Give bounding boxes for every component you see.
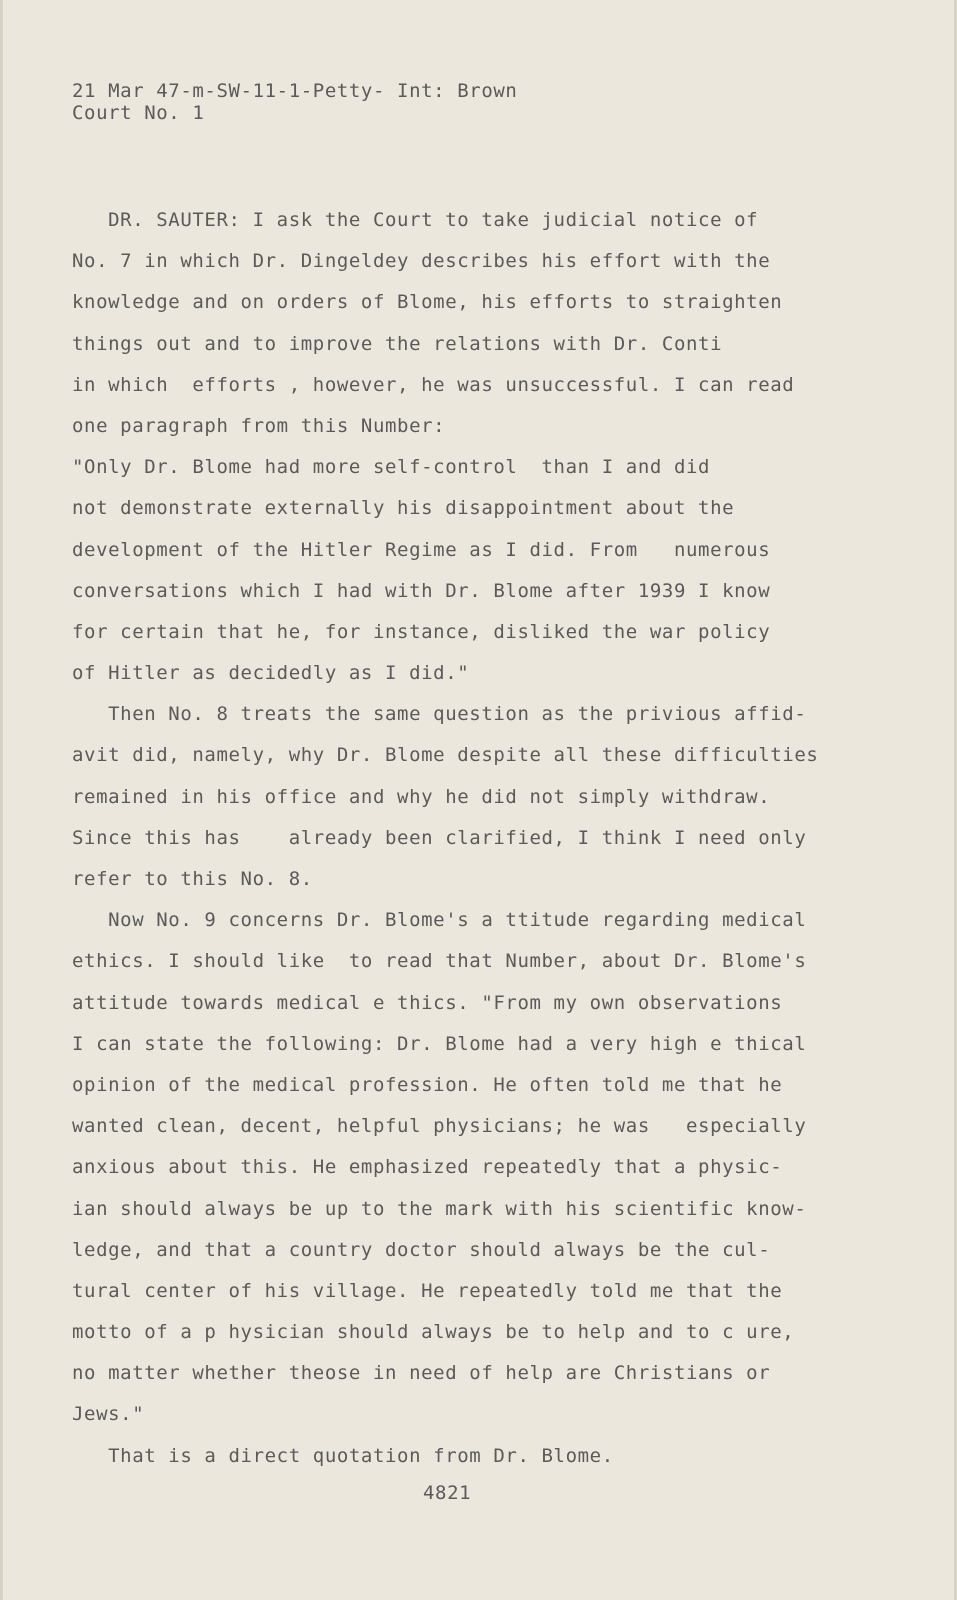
body-line: attitude towards medical e thics. "From my own observations <box>72 991 783 1014</box>
body-line: Since this has already been clarified, I think I need only <box>72 826 807 849</box>
header-session-line: 21 Mar 47-m-SW-11-1-Petty- Int: Brown <box>72 80 518 102</box>
body-line: refer to this No. 8. <box>72 868 313 890</box>
body-line: anxious about this. He emphasized repeatedly that a physic- <box>72 1156 783 1179</box>
body-line: No. 7 in which Dr. Dingeldey describes his effort with the <box>72 250 771 273</box>
document-header <box>72 80 517 124</box>
transcript-body <box>72 200 842 1477</box>
body-line: in which efforts , however, he was unsuccessful. I can read <box>72 373 795 396</box>
body-line: no matter whether theose in need of help are Christians or <box>72 1362 771 1385</box>
body-line: wanted clean, decent, helpful physicians; he was especially <box>72 1115 807 1138</box>
body-line: That is a direct quotation from Dr. Blome. <box>72 1444 614 1467</box>
body-line: I can state the following: Dr. Blome had a very high e thical <box>72 1032 807 1055</box>
body-line: not demonstrate externally his disappointment about the <box>72 497 735 520</box>
body-line: remained in his office and why he did not simply withdraw. <box>72 785 771 808</box>
body-line: Then No. 8 treats the same question as the privious affid- <box>72 703 807 726</box>
body-line: ian should always be up to the mark with his scientific know- <box>72 1197 807 1220</box>
body-line: one paragraph from this Number: <box>72 414 446 437</box>
body-line: "Only Dr. Blome had more self-control than I and did <box>72 456 711 479</box>
body-line: of Hitler as decidedly as I did." <box>72 662 470 685</box>
body-line: Jews." <box>72 1403 145 1426</box>
body-line: Now No. 9 concerns Dr. Blome's a ttitude regarding medical <box>72 909 807 932</box>
body-line: avit did, namely, why Dr. Blome despite all these difficulties <box>72 744 819 767</box>
body-line: for certain that he, for instance, disliked the war policy <box>72 620 771 643</box>
body-line: opinion of the medical profession. He often told me that he <box>72 1073 783 1096</box>
header-court-line: Court No. 1 <box>72 102 205 124</box>
body-line: motto of a p hysician should always be to help and to c ure, <box>72 1321 795 1344</box>
body-line: things out and to improve the relations with Dr. Conti <box>72 332 723 355</box>
body-line: ledge, and that a country doctor should always be the cul- <box>72 1238 771 1261</box>
body-line: DR. SAUTER: I ask the Court to take judicial notice of <box>72 209 759 231</box>
page-number: 4821 <box>423 1482 472 1504</box>
body-line: tural center of his village. He repeatedly told me that the <box>72 1279 783 1302</box>
body-line: ethics. I should like to read that Number, about Dr. Blome's <box>72 950 807 973</box>
body-line: knowledge and on orders of Blome, his efforts to straighten <box>72 291 783 314</box>
body-line: development of the Hitler Regime as I did. From numerous <box>72 538 771 561</box>
body-line: conversations which I had with Dr. Blome after 1939 I know <box>72 579 771 602</box>
